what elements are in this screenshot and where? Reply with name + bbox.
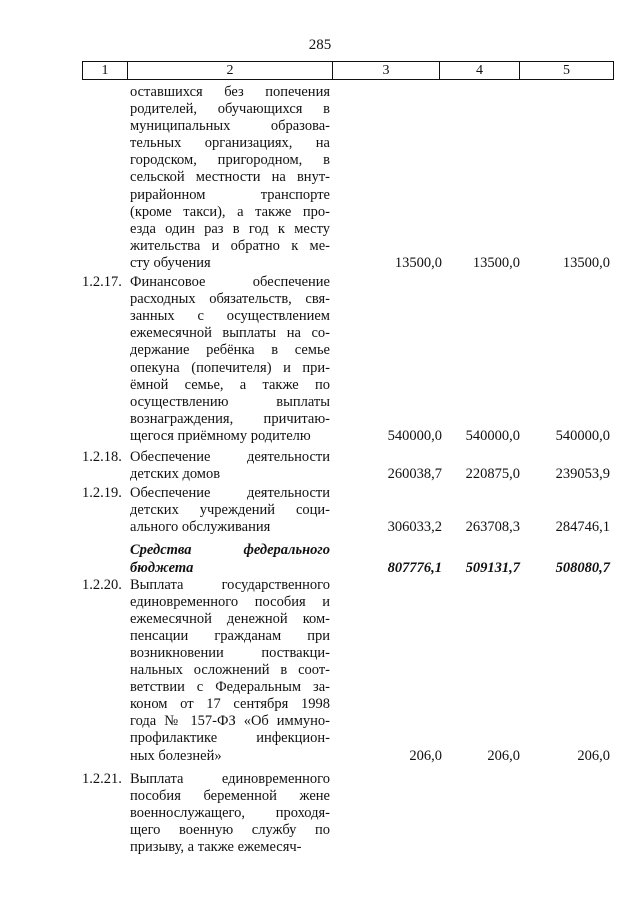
description-line: городском, пригородном, в bbox=[130, 152, 330, 169]
description-line: ных болезней» bbox=[130, 747, 222, 764]
value-col-4: 263708,3 bbox=[465, 519, 520, 536]
value-col-4: 220875,0 bbox=[465, 466, 520, 483]
description-line: жительства и обратно к ме- bbox=[130, 237, 330, 254]
row-number: 1.2.20. bbox=[82, 576, 122, 593]
description-line: коном от 17 сентября 1998 bbox=[130, 696, 330, 713]
description-line: Обеспечение деятельности bbox=[130, 485, 330, 502]
description-line: сельской местности на внут- bbox=[130, 169, 330, 186]
value-col-4: 509131,7 bbox=[465, 559, 520, 576]
value-col-5: 540000,0 bbox=[555, 427, 610, 444]
value-col-3: 260038,7 bbox=[387, 466, 442, 483]
description-line: Выплата единовременного bbox=[130, 770, 330, 787]
description-line: детских домов bbox=[130, 466, 221, 483]
description-line: Выплата государственного bbox=[130, 576, 330, 593]
header-col-5: 5 bbox=[563, 62, 570, 78]
description-line: ёмной семье, а также по bbox=[130, 376, 330, 393]
description-line: года № 157-ФЗ «Об иммуно- bbox=[130, 713, 330, 730]
table-row bbox=[82, 542, 614, 576]
row-description bbox=[130, 274, 330, 445]
description-line: (кроме такси), а также про- bbox=[130, 203, 330, 220]
header-col-1: 1 bbox=[83, 62, 128, 79]
value-col-3: 306033,2 bbox=[387, 519, 442, 536]
table-body bbox=[82, 84, 614, 856]
row-description bbox=[130, 542, 330, 576]
description-line: занных с осуществлением bbox=[130, 308, 330, 325]
description-line: муниципальных образова- bbox=[130, 118, 330, 135]
table-row bbox=[82, 577, 614, 765]
value-col-3: 206,0 bbox=[409, 747, 442, 764]
row-description bbox=[130, 771, 330, 856]
description-line: ежемесячной выплаты на со- bbox=[130, 325, 330, 342]
description-line: детских учреждений соци- bbox=[130, 502, 330, 519]
value-col-5: 508080,7 bbox=[555, 559, 610, 576]
value-col-4: 540000,0 bbox=[465, 427, 520, 444]
description-line: возникновении поствакци- bbox=[130, 645, 330, 661]
description-line: нальных осложнений в соот- bbox=[130, 662, 330, 679]
description-line: военнослужащего, проходя- bbox=[130, 804, 330, 821]
description-line: тельных организациях, на bbox=[130, 135, 330, 152]
description-line: Обеспечение деятельности bbox=[130, 448, 330, 465]
row-description bbox=[130, 485, 330, 536]
value-col-5: 13500,0 bbox=[562, 254, 610, 271]
value-col-3: 13500,0 bbox=[394, 254, 442, 271]
description-line: расходных обязательств, свя- bbox=[130, 291, 330, 308]
row-description bbox=[130, 84, 330, 272]
description-line: вознаграждения, причитаю- bbox=[130, 410, 330, 427]
description-line: ежемесячной денежной ком- bbox=[130, 610, 330, 627]
description-line: пособия беременной жене bbox=[130, 787, 330, 804]
header-col-2: 2 bbox=[128, 62, 333, 79]
value-col-5: 284746,1 bbox=[555, 519, 610, 536]
table-row bbox=[82, 84, 614, 272]
row-description bbox=[130, 449, 330, 483]
header-col-4: 4 bbox=[440, 62, 520, 79]
header-col-3: 3 bbox=[333, 62, 440, 79]
description-line: ального обслуживания bbox=[130, 519, 271, 536]
value-col-5: 239053,9 bbox=[555, 466, 610, 483]
description-line: езда один раз в год к месту bbox=[130, 220, 330, 237]
table-row bbox=[82, 274, 614, 445]
description-line: Средства федерального bbox=[130, 542, 330, 559]
description-line: щего военную службу по bbox=[130, 821, 330, 838]
value-col-3: 807776,1 bbox=[387, 559, 442, 576]
description-line: опекуна (попечителя) и при- bbox=[130, 359, 330, 376]
value-col-3: 540000,0 bbox=[387, 427, 442, 444]
page-number: 285 bbox=[308, 37, 332, 53]
description-line: держание ребёнка в семье bbox=[130, 342, 330, 359]
description-line: оставшихся без попечения bbox=[130, 84, 330, 100]
row-number: 1.2.19. bbox=[82, 485, 122, 502]
description-line: осуществлению выплаты bbox=[130, 393, 330, 410]
description-line: пенсации гражданам при bbox=[130, 627, 330, 644]
row-number: 1.2.18. bbox=[82, 448, 122, 465]
row-number: 1.2.21. bbox=[82, 770, 122, 787]
table-row bbox=[82, 485, 614, 536]
value-col-5: 206,0 bbox=[577, 747, 610, 764]
row-description bbox=[130, 577, 330, 765]
value-col-4: 206,0 bbox=[487, 747, 520, 764]
description-line: призыву, а также ежемесяч- bbox=[130, 839, 302, 856]
description-line: рирайонном транспорте bbox=[130, 186, 330, 203]
description-line: Финансовое обеспечение bbox=[130, 274, 330, 291]
table-row bbox=[82, 771, 614, 856]
description-line: единовременного пособия и bbox=[130, 593, 330, 610]
description-line: сту обучения bbox=[130, 254, 211, 271]
table-row bbox=[82, 449, 614, 483]
table-header bbox=[82, 61, 614, 80]
description-line: профилактике инфекцион- bbox=[130, 730, 330, 747]
description-line: родителей, обучающихся в bbox=[130, 101, 330, 118]
description-line: ветствии с Федеральным за- bbox=[130, 679, 330, 696]
description-line: щегося приёмному родителю bbox=[130, 427, 311, 444]
row-number: 1.2.17. bbox=[82, 274, 122, 291]
description-line: бюджета bbox=[130, 559, 194, 576]
value-col-4: 13500,0 bbox=[472, 254, 520, 271]
